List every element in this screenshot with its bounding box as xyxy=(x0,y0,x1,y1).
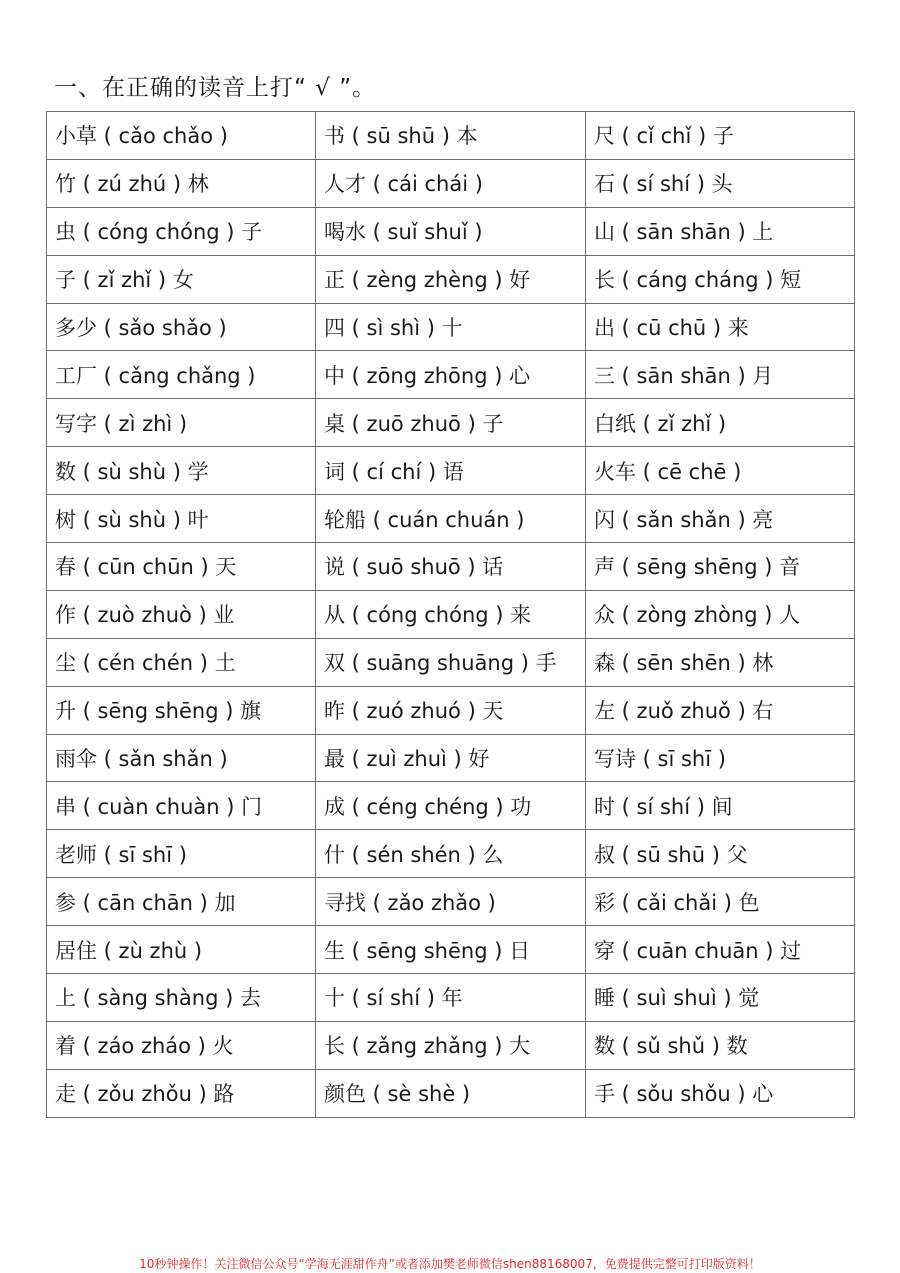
pinyin-choice-cell[interactable]: 左 ( zuǒ zhuǒ ) 右 xyxy=(586,686,855,734)
pinyin-choice-cell[interactable]: 写字 ( zì zhì ) xyxy=(47,399,316,447)
pinyin-choice-cell[interactable]: 老师 ( sī shī ) xyxy=(47,830,316,878)
footer-promo-text: 10秒钟操作！关注微信公众号“学海无涯甜作舟”或者添加樊老师微信shen88168007，免费提供完整可打印版资料！ xyxy=(139,1257,761,1271)
pinyin-choice-cell[interactable]: 轮船 ( cuán chuán ) xyxy=(316,495,586,543)
pinyin-choice-cell[interactable]: 三 ( sān shān ) 月 xyxy=(586,351,855,399)
pinyin-choice-cell[interactable]: 石 ( sí shí ) 头 xyxy=(586,159,855,207)
pinyin-choice-cell[interactable]: 长 ( cáng cháng ) 短 xyxy=(586,255,855,303)
pinyin-choice-cell[interactable]: 喝水 ( suǐ shuǐ ) xyxy=(316,207,586,255)
pinyin-choice-cell[interactable]: 说 ( suō shuō ) 话 xyxy=(316,543,586,591)
pinyin-choice-cell[interactable]: 写诗 ( sī shī ) xyxy=(586,734,855,782)
pinyin-choice-cell[interactable]: 升 ( sēng shēng ) 旗 xyxy=(47,686,316,734)
pinyin-choice-cell[interactable]: 森 ( sēn shēn ) 林 xyxy=(586,638,855,686)
table-row xyxy=(47,207,855,255)
pinyin-choice-cell[interactable]: 白纸 ( zǐ zhǐ ) xyxy=(586,399,855,447)
pinyin-choice-cell[interactable]: 长 ( zǎng zhǎng ) 大 xyxy=(316,1021,586,1069)
table-row xyxy=(47,974,855,1022)
pinyin-choice-cell[interactable]: 双 ( suāng shuāng ) 手 xyxy=(316,638,586,686)
pinyin-choice-cell[interactable]: 出 ( cū chū ) 来 xyxy=(586,303,855,351)
table-row xyxy=(47,1069,855,1117)
pinyin-choice-cell[interactable]: 中 ( zōng zhōng ) 心 xyxy=(316,351,586,399)
table-row xyxy=(47,159,855,207)
table-row xyxy=(47,495,855,543)
pinyin-choice-cell[interactable]: 众 ( zòng zhòng ) 人 xyxy=(586,590,855,638)
pinyin-choice-cell[interactable]: 雨伞 ( sǎn shǎn ) xyxy=(47,734,316,782)
table-row xyxy=(47,782,855,830)
table-row xyxy=(47,638,855,686)
pinyin-choice-cell[interactable]: 多少 ( sǎo shǎo ) xyxy=(47,303,316,351)
pinyin-choice-cell[interactable]: 作 ( zuò zhuò ) 业 xyxy=(47,590,316,638)
pinyin-choice-cell[interactable]: 手 ( sǒu shǒu ) 心 xyxy=(586,1069,855,1117)
pinyin-choice-cell[interactable]: 生 ( sēng shēng ) 日 xyxy=(316,926,586,974)
pinyin-choice-cell[interactable]: 工厂 ( cǎng chǎng ) xyxy=(47,351,316,399)
pinyin-choice-cell[interactable]: 时 ( sí shí ) 间 xyxy=(586,782,855,830)
exercise-title: 一、在正确的读音上打“ √ ”。 xyxy=(54,75,377,101)
pinyin-choice-cell[interactable]: 睡 ( suì shuì ) 觉 xyxy=(586,974,855,1022)
pinyin-choice-cell[interactable]: 山 ( sān shān ) 上 xyxy=(586,207,855,255)
pinyin-choice-cell[interactable]: 人才 ( cái chái ) xyxy=(316,159,586,207)
table-row xyxy=(47,590,855,638)
pinyin-choice-cell[interactable]: 四 ( sì shì ) 十 xyxy=(316,303,586,351)
pinyin-choice-cell[interactable]: 桌 ( zuō zhuō ) 子 xyxy=(316,399,586,447)
pinyin-choice-cell[interactable]: 十 ( sí shí ) 年 xyxy=(316,974,586,1022)
pinyin-choice-cell[interactable]: 叔 ( sū shū ) 父 xyxy=(586,830,855,878)
pinyin-choice-cell[interactable]: 正 ( zèng zhèng ) 好 xyxy=(316,255,586,303)
pinyin-choice-cell[interactable]: 居住 ( zù zhù ) xyxy=(47,926,316,974)
pinyin-choice-cell[interactable]: 声 ( sēng shēng ) 音 xyxy=(586,543,855,591)
table-row xyxy=(47,926,855,974)
pinyin-choice-cell[interactable]: 参 ( cān chān ) 加 xyxy=(47,878,316,926)
pinyin-choice-cell[interactable]: 闪 ( sǎn shǎn ) 亮 xyxy=(586,495,855,543)
table-row xyxy=(47,686,855,734)
pinyin-choice-cell[interactable]: 虫 ( cóng chóng ) 子 xyxy=(47,207,316,255)
pinyin-choice-cell[interactable]: 数 ( sù shù ) 学 xyxy=(47,447,316,495)
pinyin-choice-cell[interactable]: 子 ( zǐ zhǐ ) 女 xyxy=(47,255,316,303)
pinyin-choice-cell[interactable]: 走 ( zǒu zhǒu ) 路 xyxy=(47,1069,316,1117)
pinyin-choice-cell[interactable]: 从 ( cóng chóng ) 来 xyxy=(316,590,586,638)
pinyin-choice-cell[interactable]: 着 ( záo zháo ) 火 xyxy=(47,1021,316,1069)
table-row xyxy=(47,734,855,782)
pinyin-choice-cell[interactable]: 上 ( sàng shàng ) 去 xyxy=(47,974,316,1022)
pinyin-choice-cell[interactable]: 穿 ( cuān chuān ) 过 xyxy=(586,926,855,974)
pinyin-choice-table xyxy=(46,111,855,1118)
pinyin-choice-cell[interactable]: 尺 ( cǐ chǐ ) 子 xyxy=(586,112,855,160)
table-row xyxy=(47,878,855,926)
table-body xyxy=(47,112,855,1118)
pinyin-choice-cell[interactable]: 数 ( sǔ shǔ ) 数 xyxy=(586,1021,855,1069)
table-row xyxy=(47,399,855,447)
pinyin-choice-cell[interactable]: 成 ( céng chéng ) 功 xyxy=(316,782,586,830)
table-row xyxy=(47,351,855,399)
pinyin-choice-cell[interactable]: 书 ( sū shū ) 本 xyxy=(316,112,586,160)
table-row xyxy=(47,255,855,303)
pinyin-choice-cell[interactable]: 春 ( cūn chūn ) 天 xyxy=(47,543,316,591)
table-row xyxy=(47,1021,855,1069)
pinyin-choice-cell[interactable]: 颜色 ( sè shè ) xyxy=(316,1069,586,1117)
pinyin-choice-cell[interactable]: 尘 ( cén chén ) 土 xyxy=(47,638,316,686)
pinyin-choice-cell[interactable]: 小草 ( cǎo chǎo ) xyxy=(47,112,316,160)
pinyin-choice-cell[interactable]: 昨 ( zuó zhuó ) 天 xyxy=(316,686,586,734)
pinyin-choice-cell[interactable]: 彩 ( cǎi chǎi ) 色 xyxy=(586,878,855,926)
pinyin-choice-cell[interactable]: 竹 ( zú zhú ) 林 xyxy=(47,159,316,207)
table-row xyxy=(47,830,855,878)
table-row xyxy=(47,303,855,351)
pinyin-choice-cell[interactable]: 词 ( cí chí ) 语 xyxy=(316,447,586,495)
pinyin-choice-cell[interactable]: 最 ( zuì zhuì ) 好 xyxy=(316,734,586,782)
table-row xyxy=(47,112,855,160)
pinyin-choice-cell[interactable]: 寻找 ( zǎo zhǎo ) xyxy=(316,878,586,926)
pinyin-choice-cell[interactable]: 火车 ( cē chē ) xyxy=(586,447,855,495)
table-row xyxy=(47,543,855,591)
pinyin-choice-cell[interactable]: 树 ( sù shù ) 叶 xyxy=(47,495,316,543)
table-row xyxy=(47,447,855,495)
pinyin-choice-cell[interactable]: 什 ( sén shén ) 么 xyxy=(316,830,586,878)
pinyin-choice-cell[interactable]: 串 ( cuàn chuàn ) 门 xyxy=(47,782,316,830)
